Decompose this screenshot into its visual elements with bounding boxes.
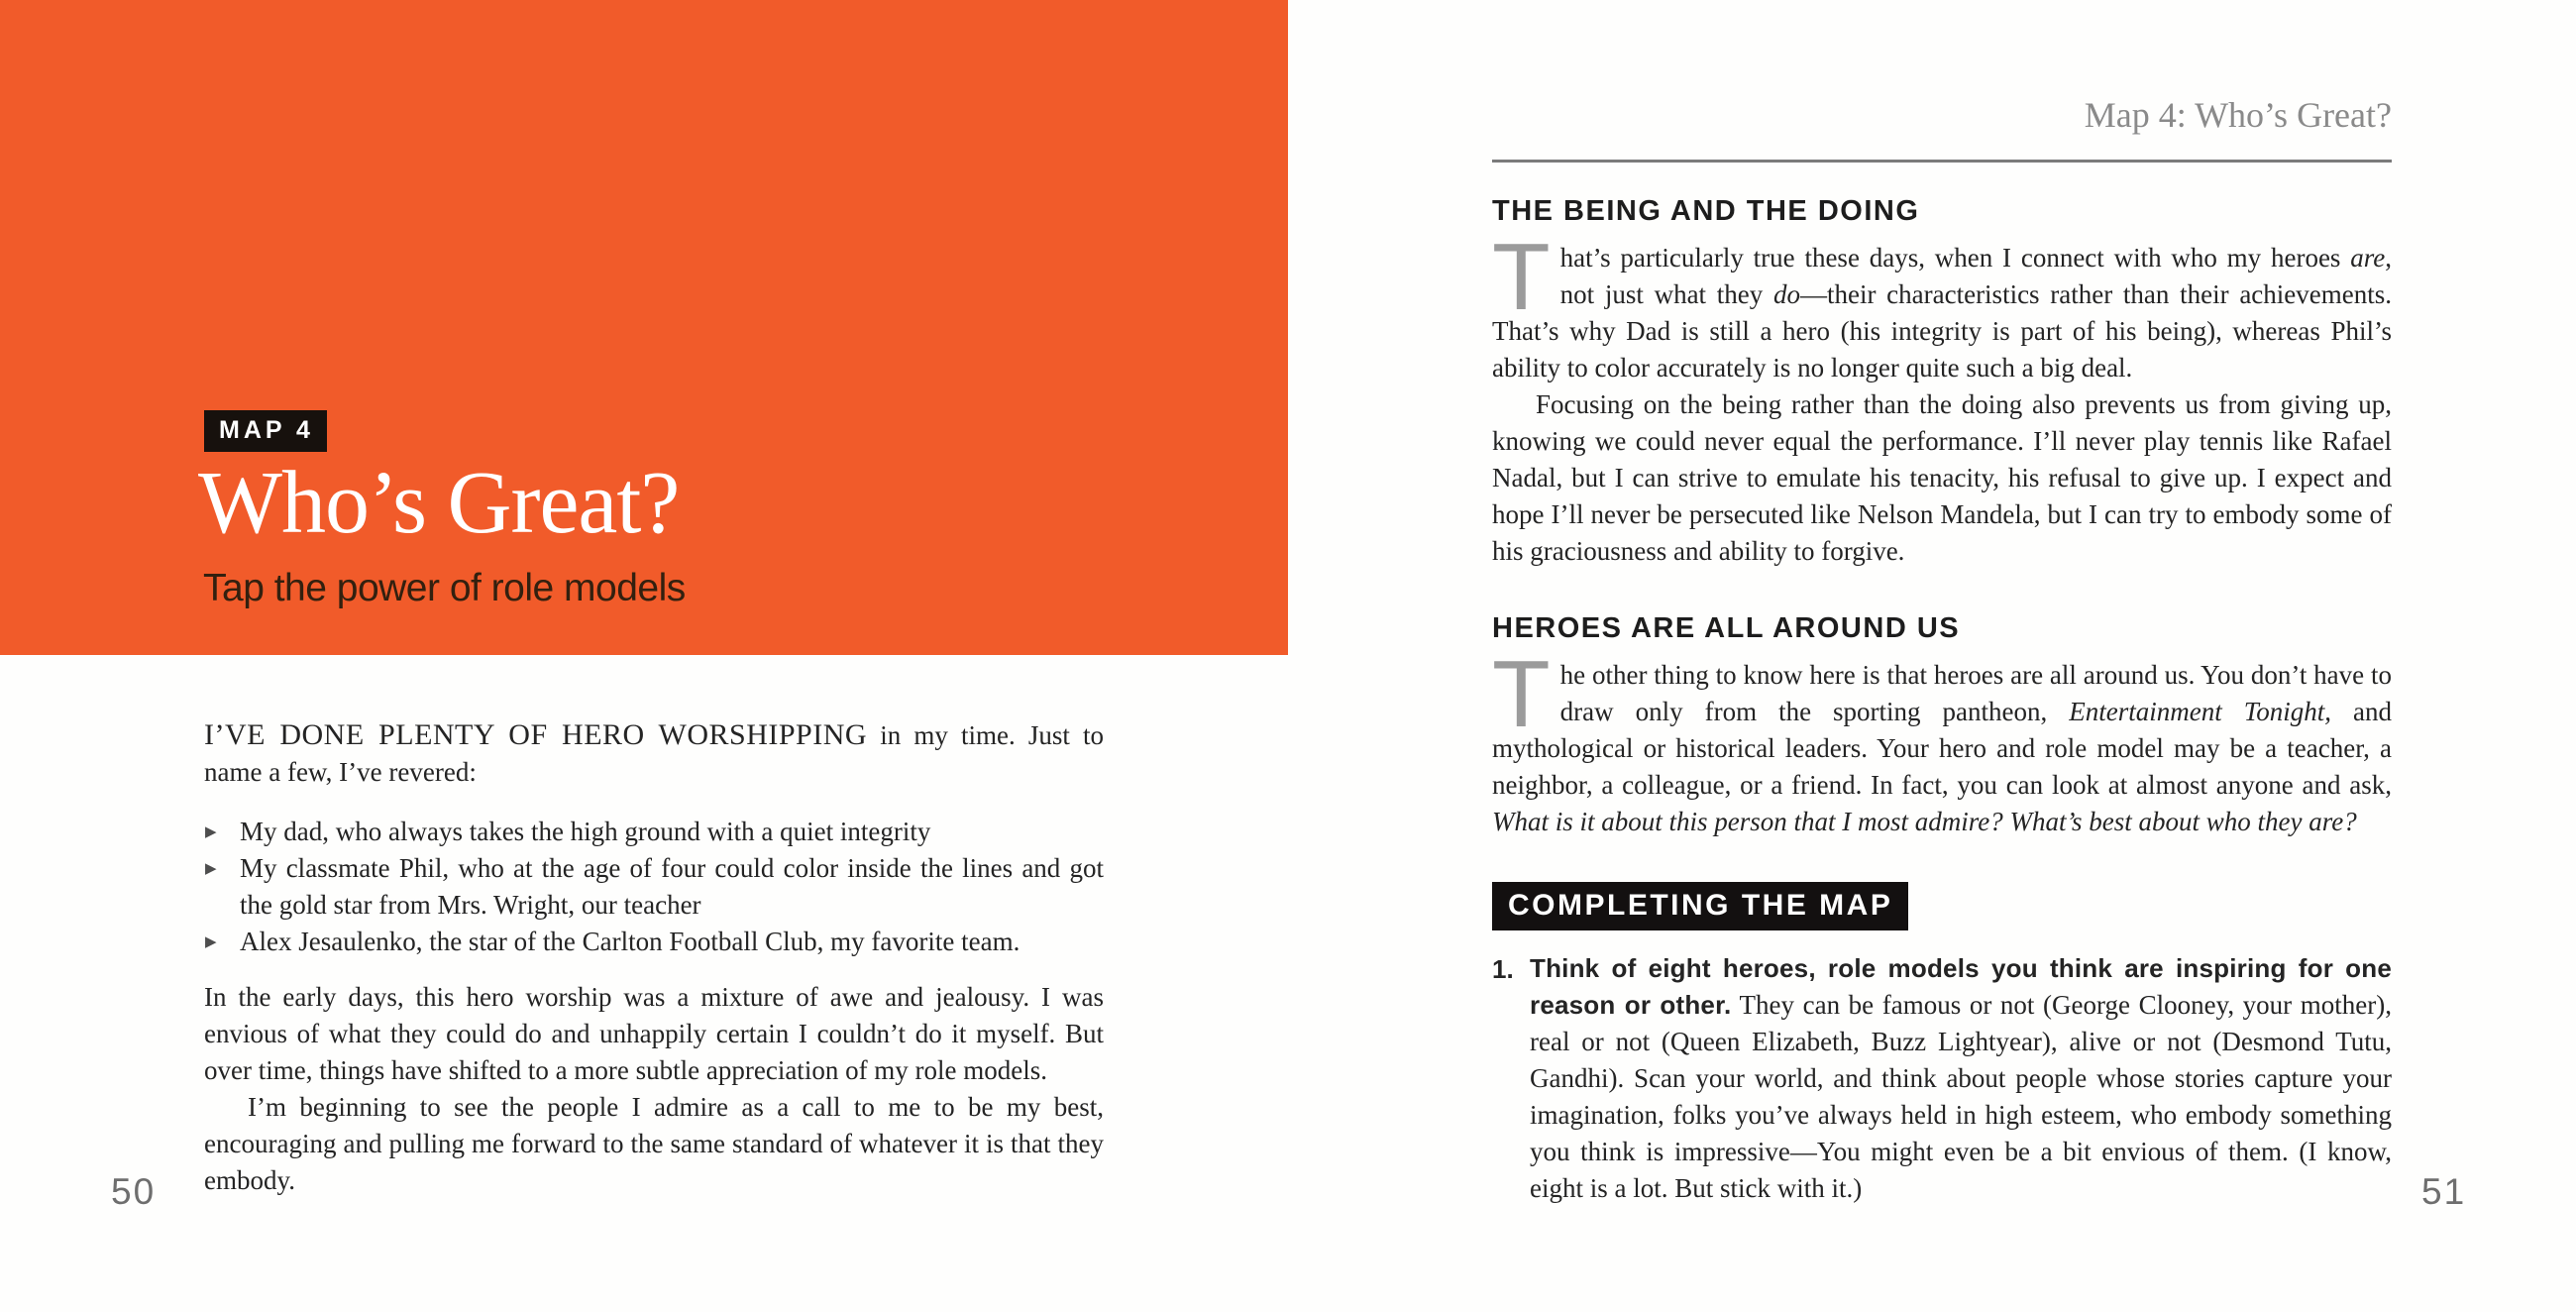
drop-cap: T: [1492, 641, 1551, 747]
body-paragraph: Focusing on the being rather than the doing also prevents us from giving up, knowing we could never equal the performance. I’ll never play tennis like Rafael Nadal, but I can strive to emulate his tenacity, his refusal to give up. I expect and hope I’ll never be persecuted like Nelson Mandela, but I can try to embody some of his graciousness and ability to forgive.: [1492, 389, 2392, 566]
section-heading: HEROES ARE ALL AROUND US: [1492, 612, 1961, 644]
body-paragraph: In the early days, this hero worship was a mixture of awe and jealousy. I was envious of what they could do and unhappily certain I couldn’t do it myself. But over time, things have shifted to a more subtle appreciation of my role models.: [204, 982, 1104, 1085]
map-number-badge: MAP 4: [204, 410, 327, 452]
right-text-column: [1492, 196, 2392, 1207]
page-number-left: 50: [111, 1171, 157, 1212]
section-heading: THE BEING AND THE DOING: [1492, 195, 1920, 227]
bullet-triangle-icon: ▶: [205, 822, 217, 840]
chapter-title: Who’s Great?: [198, 454, 680, 552]
hero-list-item-text: Alex Jesaulenko, the star of the Carlton Football Club, my favorite team.: [240, 927, 1020, 956]
paragraph-text: hat’s particularly true these days, when I connect with who my heroes are, not just what they do—their characteristics rather than their achievements. That’s why Dad is still a hero (his integrity is part of his being), whereas Phil’s ability to color accurately is no longer quite such a big deal.: [1492, 243, 2392, 383]
page-number-right: 51: [2421, 1171, 2467, 1212]
body-paragraph: I’m beginning to see the people I admire as a call to me to be my best, encouraging and pulling me forward to the same standard of whatever it is that they embody.: [204, 1092, 1104, 1195]
instruction-text: Think of eight heroes, role models you think are inspiring for one reason or other. They can be famous or not (George Clooney, your mother), real or not (Queen Elizabeth, Buzz Lightyear), alive or not (Desmond Tutu, Gandhi). Scan your world, and think about people whose stories capture your imagination, folks you’ve always held in high esteem, who embody something you think is impressive—You might even be a bit envious of them. (I know, eight is a lot. But stick with it.): [1530, 953, 2392, 1203]
completing-the-map-badge: COMPLETING THE MAP: [1492, 882, 1908, 930]
item-number: 1.: [1492, 954, 1514, 984]
header-rule-divider: [1492, 160, 2392, 163]
hero-list-item: [204, 850, 1104, 924]
hero-list-item: [204, 814, 1104, 850]
hero-list-item: [204, 924, 1104, 960]
hero-list: [204, 814, 1104, 960]
chapter-subtitle: Tap the power of role models: [203, 567, 686, 609]
left-text-column: [204, 716, 1104, 1199]
bullet-triangle-icon: ▶: [205, 859, 217, 877]
drop-cap: T: [1492, 224, 1551, 330]
numbered-instruction: [1492, 950, 2392, 1207]
intro-paragraph: I’VE DONE PLENTY OF HERO WORSHIPPING in my time. Just to name a few, I’ve revered:: [204, 718, 1104, 787]
body-paragraph-dropcap: [1492, 641, 2393, 840]
body-paragraph-dropcap: [1492, 224, 2392, 386]
hero-list-item-text: My dad, who always takes the high ground with a quiet integrity: [240, 817, 931, 846]
bullet-triangle-icon: ▶: [205, 932, 217, 950]
chapter-banner: [0, 0, 1288, 655]
paragraph-text: he other thing to know here is that heroes are all around us. You don’t have to draw only from the sporting pantheon, Entertainment Tonight, and mythological or historical leaders. Your hero and role model may be a teacher, a neighbor, a colleague, or a friend. In fact, you can look at almost anyone and ask, What is it about this person that I most admire? What’s best about who they are?: [1492, 660, 2393, 836]
running-head: Map 4: Who’s Great?: [2084, 95, 2392, 135]
hero-list-item-text: My classmate Phil, who at the age of four could color inside the lines and got the gold star from Mrs. Wright, our teacher: [240, 853, 1104, 920]
